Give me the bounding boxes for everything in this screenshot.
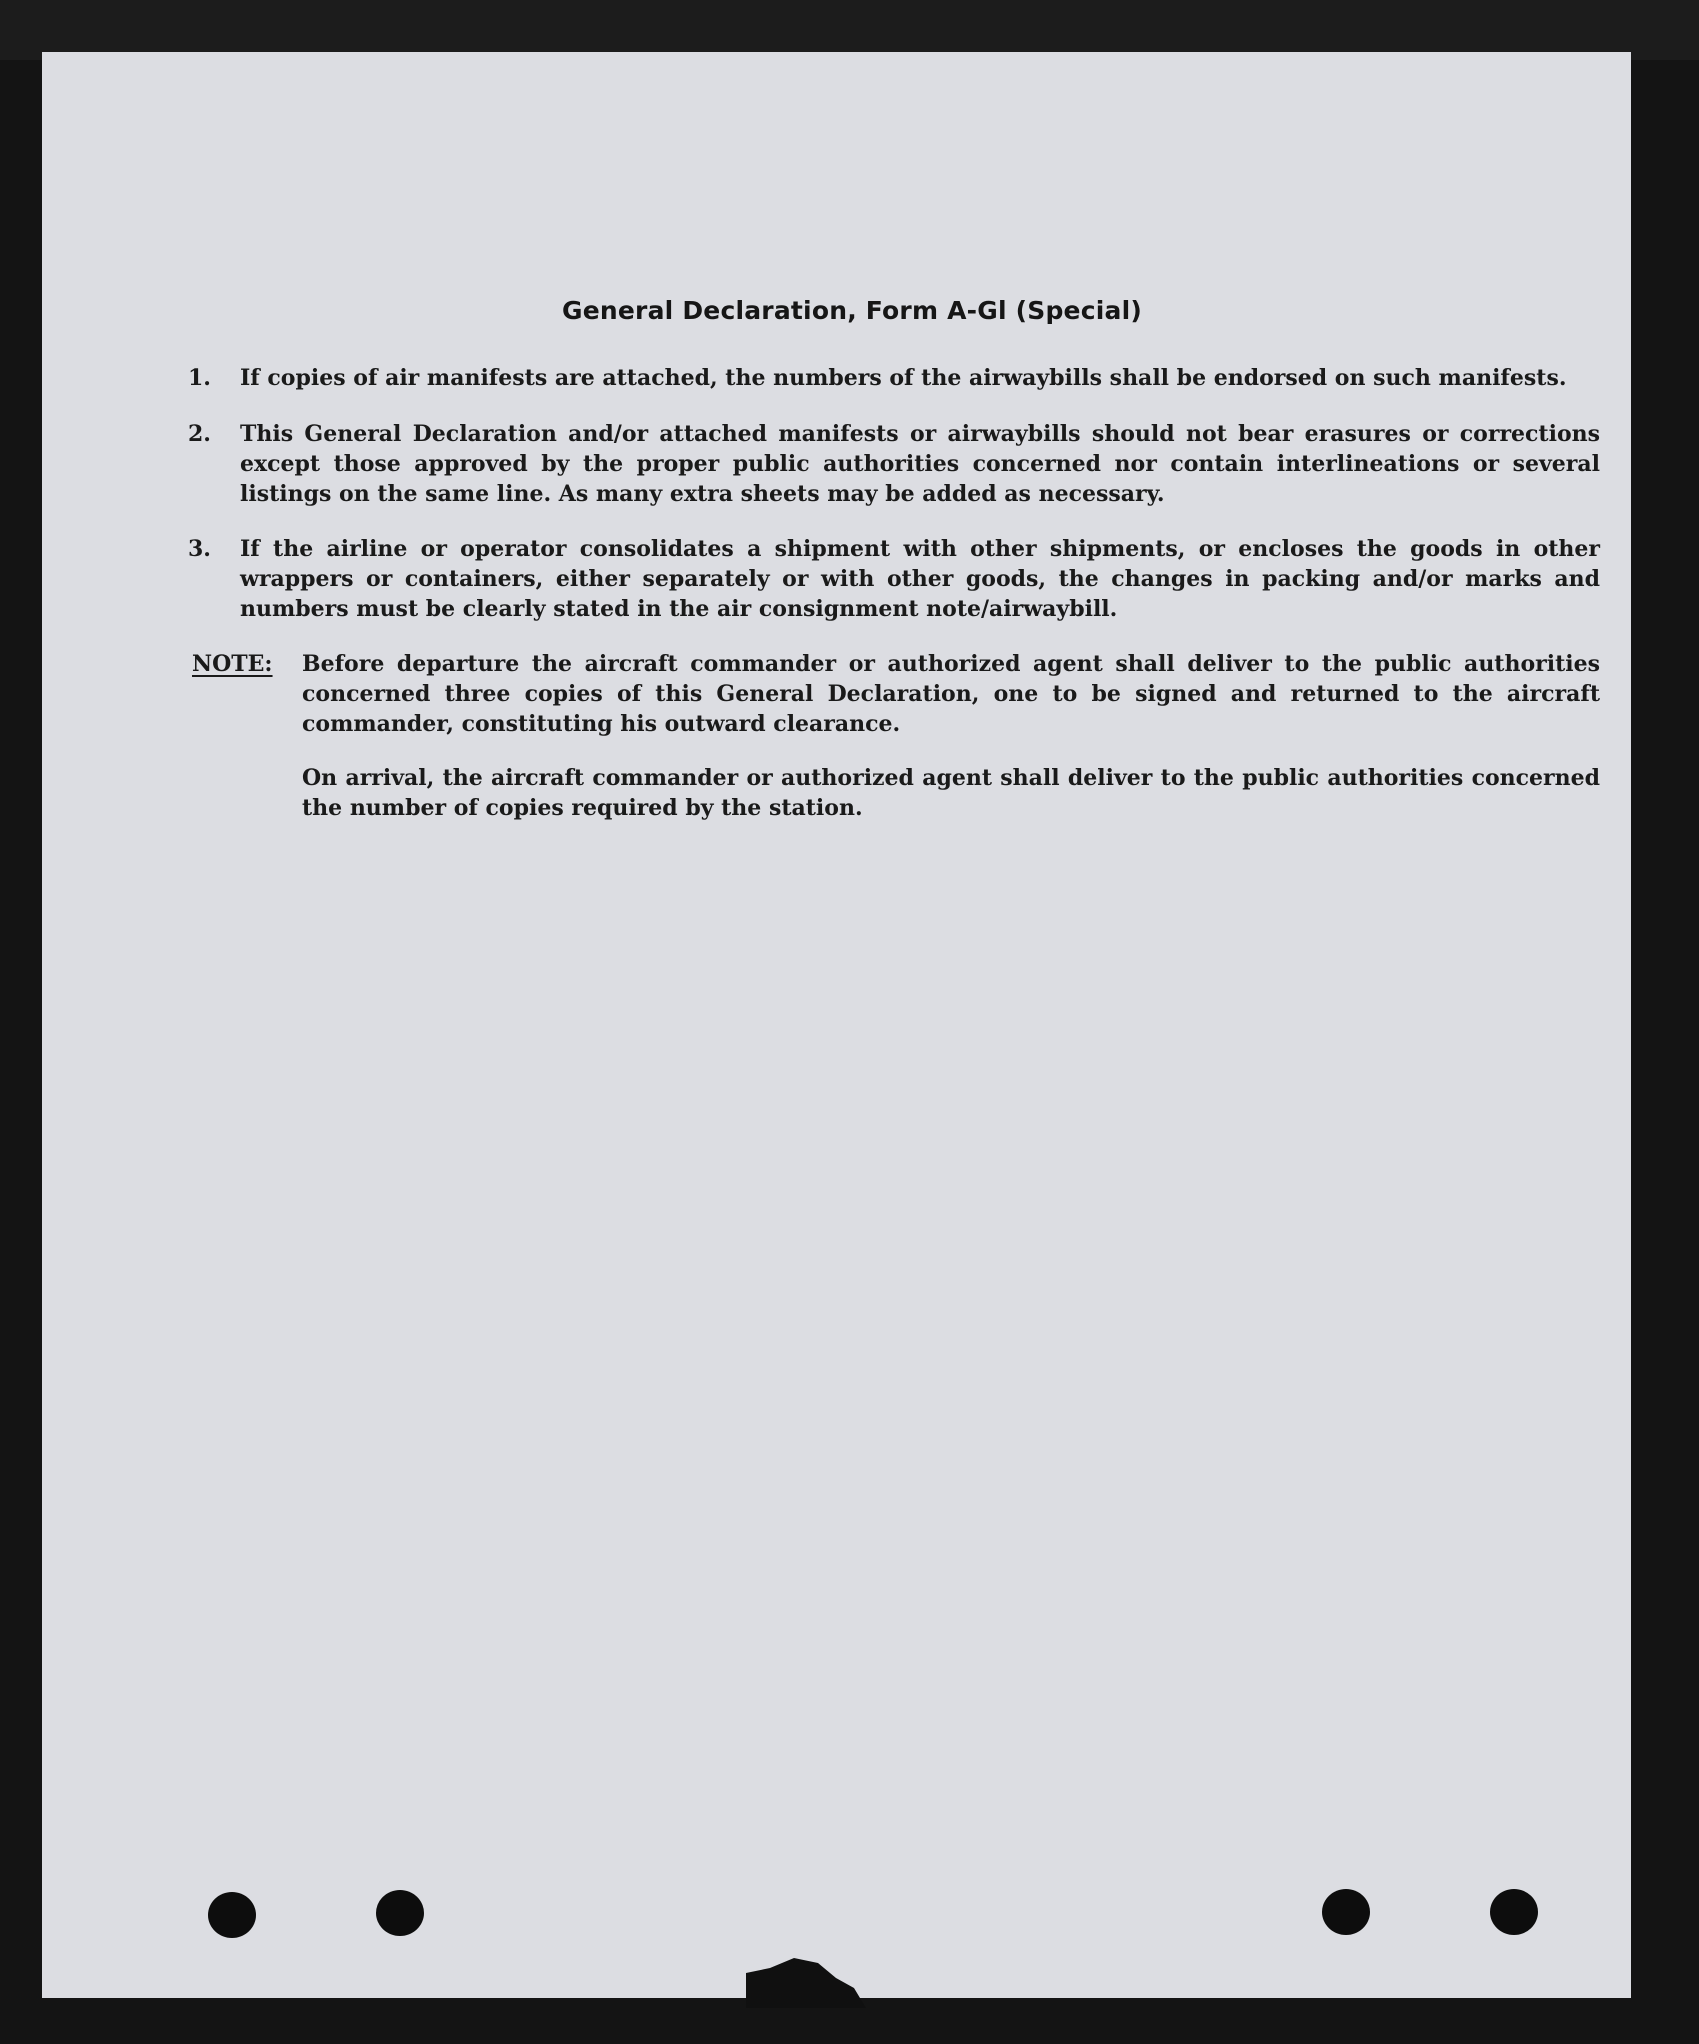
punch-hole-left-outer xyxy=(208,1892,256,1938)
note-paragraph: Before departure the aircraft commander or authorized agent shall deliver to the public authorities concerned three copies of this General Declaration, one to be signed and returned to the aircraft commander, constituting his outward clearance. xyxy=(302,651,1600,737)
punch-hole-left-inner xyxy=(376,1890,424,1936)
note-paragraph: On arrival, the aircraft commander or authorized agent shall deliver to the public authorities concerned the number of copies required by the station. xyxy=(302,765,1600,821)
list-item xyxy=(188,419,1600,509)
item-number: 2. xyxy=(188,421,211,447)
item-text: If the airline or operator consolidates a shipment with other shipments, or encloses the goods in other wrappers or containers, either separately or with other goods, the changes in packing and/or marks and numbers must be clearly stated in the air consignment note/airwaybill. xyxy=(240,536,1600,622)
item-number: 1. xyxy=(188,365,211,391)
list-item xyxy=(188,363,1600,393)
note-body xyxy=(302,649,1600,823)
punch-hole-right-outer xyxy=(1490,1889,1538,1935)
note-section xyxy=(192,649,1600,823)
note-label: NOTE: xyxy=(192,651,273,677)
document-title: General Declaration, Form A-Gl (Special) xyxy=(562,296,1142,325)
list-item xyxy=(188,534,1600,624)
item-text: This General Declaration and/or attached manifests or airwaybills should not bear erasures or corrections except those approved by the proper public authorities concerned nor contain interlineations or several listings on the same line. As many extra sheets may be added as necessary. xyxy=(240,421,1600,507)
punch-hole-right-inner xyxy=(1322,1889,1370,1935)
document-page xyxy=(42,52,1631,1998)
scan-background xyxy=(0,0,1699,60)
item-text: If copies of air manifests are attached, the numbers of the airwaybills shall be endorsed on such manifests. xyxy=(240,365,1567,391)
item-number: 3. xyxy=(188,536,211,562)
